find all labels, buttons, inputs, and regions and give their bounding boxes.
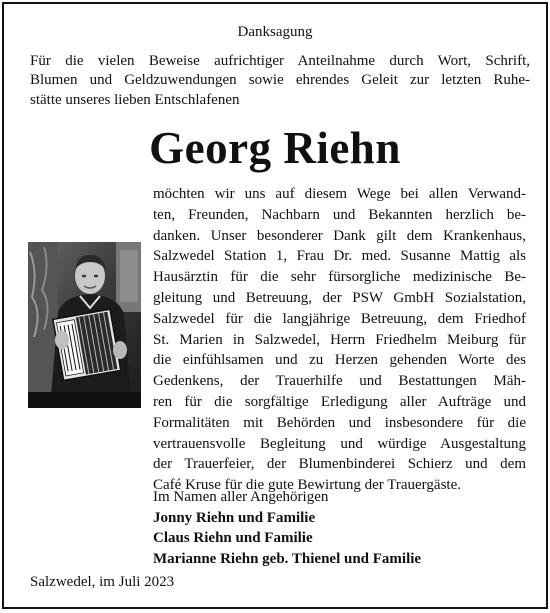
thanks-line: vertrauensvolle Begleitung und würdige Ausgestaltung	[153, 435, 526, 452]
family-name: Marianne Riehn geb. Thienel und Familie	[153, 550, 422, 567]
notice-heading: Danksagung	[237, 24, 313, 40]
obituary-notice	[2, 2, 548, 609]
thanks-line: ten, Freunden, Nachbarn und Bekannten herzlich be-	[153, 206, 526, 223]
thanks-line: gleitung und Betreuung, der PSW GmbH Sozialstation,	[153, 289, 526, 306]
thanks-line: der Trauerfeier, der Blumenbinderei Schierz und dem	[153, 456, 526, 473]
thanks-line: die einfühlsamen und zu Herzen gehenden Worte des	[153, 352, 526, 369]
thanks-line: St. Marien in Salzwedel, Herrn Friedhelm Meiburg für	[153, 331, 526, 348]
family-name: Claus Riehn und Familie	[153, 530, 313, 547]
thanks-line: Hausärztin für die sehr fürsorgliche medizinische Be-	[153, 269, 526, 286]
thanks-line: danken. Unser besonderer Dank gilt dem Krankenhaus,	[153, 227, 526, 244]
place-and-date: Salzwedel, im Juli 2023	[30, 574, 175, 590]
intro-paragraph	[30, 52, 530, 110]
thanks-line: möchten wir uns auf diesem Wege bei allen Verwand-	[153, 186, 526, 202]
thanks-line: Gedenkens, der Trauerhilfe und Bestattungen Mäh-	[153, 373, 526, 390]
accordion-player-illustration	[28, 242, 141, 408]
thanks-line: Formalitäten mit Behörden und insbesondere für die	[153, 414, 526, 431]
deceased-name: Georg Riehn	[149, 123, 401, 173]
intro-line: stätte unseres lieben Entschlafenen	[30, 91, 240, 108]
thanks-line: Café Kruse für die gute Bewirtung der Trauergäste.	[153, 477, 461, 494]
family-name: Jonny Riehn und Familie	[153, 509, 316, 526]
thanks-line: Salzwedel für die langjährige Betreuung, dem Friedhof	[153, 310, 526, 327]
signature-block	[153, 487, 421, 569]
portrait-photo	[28, 242, 141, 408]
intro-line: Für die vielen Beweise aufrichtiger Anteilnahme durch Wort, Schrift,	[30, 53, 530, 69]
signature-intro: Im Namen aller Angehörigen	[153, 489, 329, 505]
thanks-line: ren für die sorgfältige Erledigung aller Aufträge und	[153, 393, 526, 410]
thanks-paragraph	[153, 184, 526, 496]
intro-line: Blumen und Geldzuwendungen sowie ehrendes Geleit zur letzten Ruhe-	[30, 72, 530, 89]
thanks-line: Salzwedel Station 1, Frau Dr. med. Susanne Mattig als	[153, 248, 526, 265]
